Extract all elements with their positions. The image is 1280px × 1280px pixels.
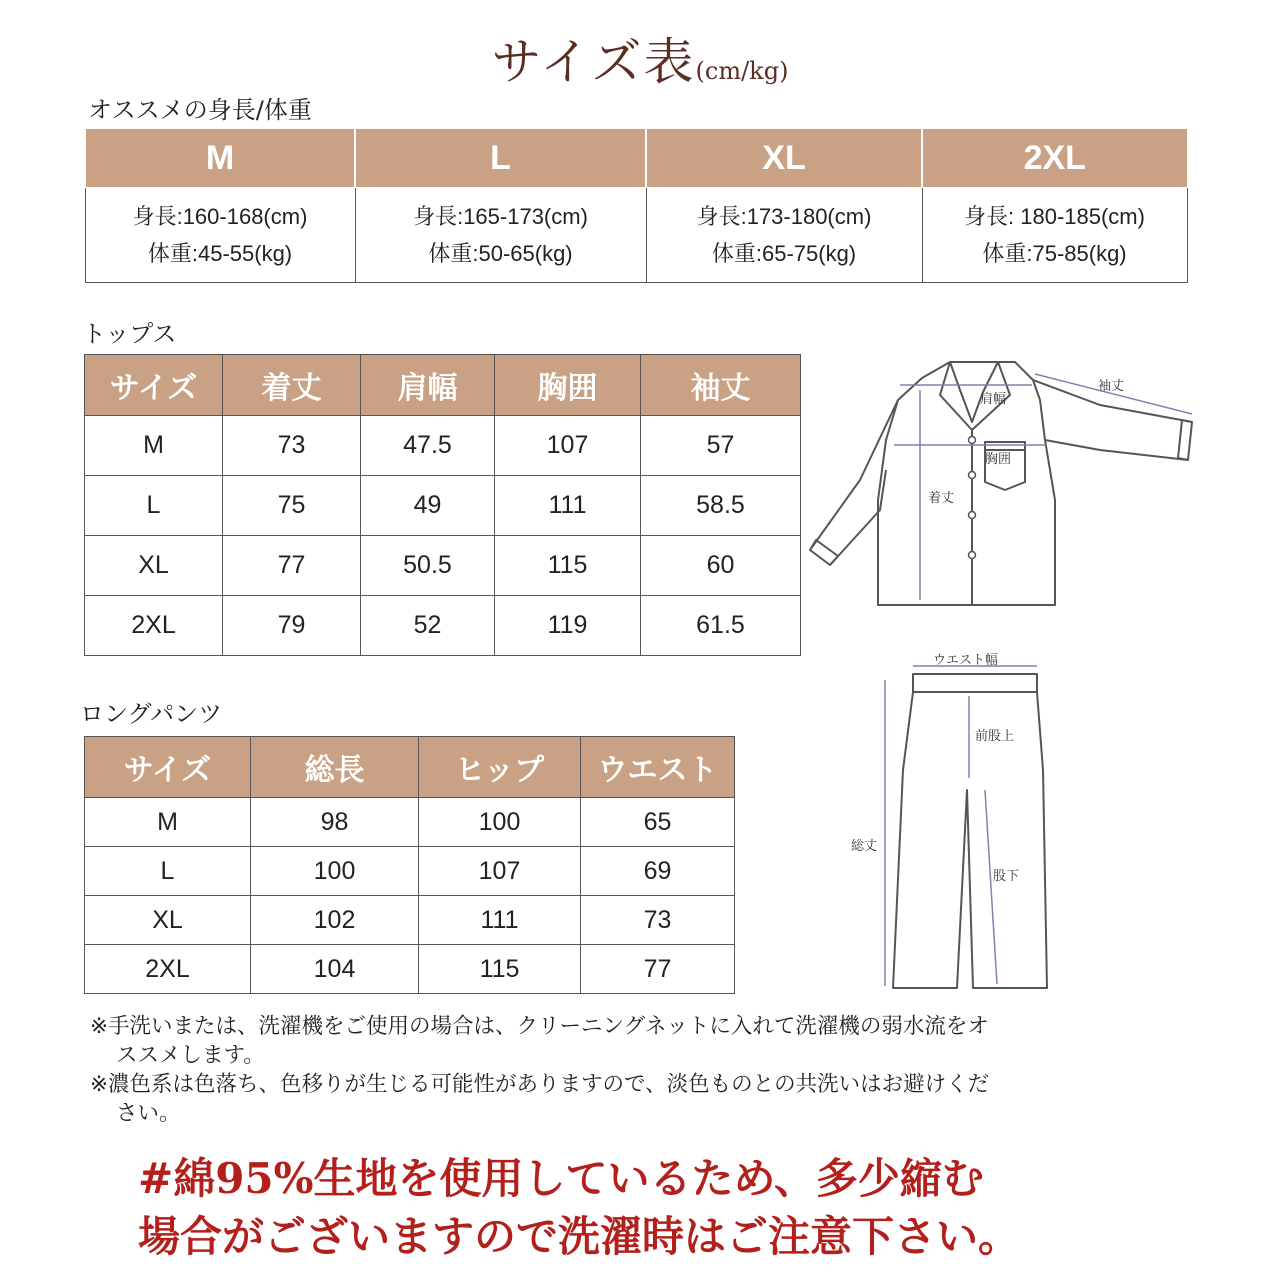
table-cell: 102 xyxy=(251,896,419,945)
weight-range: 体重:65-75(kg) xyxy=(711,241,857,266)
table-row xyxy=(85,798,735,847)
weight-range: 体重:45-55(kg) xyxy=(147,241,293,266)
recommended-cell-l xyxy=(355,188,646,283)
table-cell: 115 xyxy=(495,536,641,596)
table-cell: 65 xyxy=(581,798,735,847)
table-cell: 119 xyxy=(495,596,641,656)
table-cell: 61.5 xyxy=(641,596,801,656)
tops-header-length: 着丈 xyxy=(223,355,361,416)
table-cell: 52 xyxy=(361,596,495,656)
tops-header-sleeve: 袖丈 xyxy=(641,355,801,416)
table-cell: L xyxy=(85,847,251,896)
note-2: ※濃色系は色落ち、色移りが生じる可能性がありますので、淡色ものとの共洗いはお避けくだ xyxy=(90,1072,990,1097)
note-1-continued: ススメします。 xyxy=(116,1043,265,1068)
body-length-label: 着丈 xyxy=(928,491,955,506)
warning-line-2: 場合がございますので洗濯時はご注意下さい。 xyxy=(138,1212,1021,1261)
table-cell: 111 xyxy=(419,896,581,945)
table-cell: XL xyxy=(85,536,223,596)
table-cell: 115 xyxy=(419,945,581,994)
shoulder-width-label: 肩幅 xyxy=(980,392,1007,407)
table-cell: XL xyxy=(85,896,251,945)
recommended-cell-xl xyxy=(646,188,922,283)
table-cell: 100 xyxy=(251,847,419,896)
table-cell: 77 xyxy=(223,536,361,596)
table-cell: 73 xyxy=(223,416,361,476)
tops-table xyxy=(84,354,801,656)
pants-section-label: ロングパンツ xyxy=(80,700,223,728)
size-header-xl: XL xyxy=(646,129,922,188)
size-header-l: L xyxy=(355,129,646,188)
table-cell: 47.5 xyxy=(361,416,495,476)
tops-header-size: サイズ xyxy=(85,355,223,416)
size-header-m: M xyxy=(85,129,355,188)
table-row xyxy=(85,896,735,945)
weight-range: 体重:75-85(kg) xyxy=(982,241,1127,266)
recommended-table xyxy=(84,128,1188,283)
sleeve-length-label: 袖丈 xyxy=(1098,379,1125,394)
chest-label: 胸囲 xyxy=(985,452,1012,467)
table-cell: 73 xyxy=(581,896,735,945)
pants-table xyxy=(84,736,735,994)
table-row xyxy=(85,536,801,596)
table-cell: 107 xyxy=(495,416,641,476)
table-cell: 107 xyxy=(419,847,581,896)
shirt-diagram xyxy=(800,350,1210,620)
table-cell: 69 xyxy=(581,847,735,896)
waist-width-label: ウエスト幅 xyxy=(933,653,999,668)
table-cell: 98 xyxy=(251,798,419,847)
table-cell: 100 xyxy=(419,798,581,847)
front-rise-label: 前股上 xyxy=(975,729,1015,744)
height-range: 身長:173-180(cm) xyxy=(696,204,872,229)
warning-line-1: #綿95%生地を使用しているため、多少縮む xyxy=(138,1154,984,1203)
recommended-section-label: オススメの身長/体重 xyxy=(88,96,312,124)
pants-header-size: サイズ xyxy=(85,737,251,798)
table-row xyxy=(85,945,735,994)
table-cell: 75 xyxy=(223,476,361,536)
table-cell: 2XL xyxy=(85,945,251,994)
table-cell: 79 xyxy=(223,596,361,656)
table-cell: L xyxy=(85,476,223,536)
table-row xyxy=(85,416,801,476)
table-cell: 77 xyxy=(581,945,735,994)
shrinkage-warning xyxy=(138,1150,1020,1266)
note-2-continued: さい。 xyxy=(116,1101,181,1126)
title-unit: (cm/kg) xyxy=(695,57,789,85)
recommended-cell-m xyxy=(85,188,355,283)
tops-header-shoulder: 肩幅 xyxy=(361,355,495,416)
table-cell: M xyxy=(85,798,251,847)
table-row xyxy=(85,847,735,896)
table-cell: 104 xyxy=(251,945,419,994)
page-title xyxy=(0,22,1280,94)
size-header-2xl: 2XL xyxy=(922,129,1187,188)
table-cell: 57 xyxy=(641,416,801,476)
height-range: 身長: 180-185(cm) xyxy=(964,204,1145,229)
total-length-label: 総丈 xyxy=(851,839,878,854)
table-row xyxy=(85,596,801,656)
table-cell: 2XL xyxy=(85,596,223,656)
pants-diagram xyxy=(845,650,1075,1000)
table-cell: M xyxy=(85,416,223,476)
table-cell: 50.5 xyxy=(361,536,495,596)
table-cell: 111 xyxy=(495,476,641,536)
pants-header-waist: ウエスト xyxy=(581,737,735,798)
title-main: サイズ表 xyxy=(491,33,696,91)
table-row xyxy=(85,476,801,536)
note-1: ※手洗いまたは、洗濯機をご使用の場合は、クリーニングネットに入れて洗濯機の弱水流をオ xyxy=(90,1014,989,1039)
tops-section-label: トップス xyxy=(82,320,177,348)
tops-header-chest: 胸囲 xyxy=(495,355,641,416)
height-range: 身長:165-173(cm) xyxy=(413,204,588,229)
weight-range: 体重:50-65(kg) xyxy=(428,241,573,266)
recommended-cell-2xl xyxy=(922,188,1187,283)
pants-header-hip: ヒップ xyxy=(419,737,581,798)
table-cell: 58.5 xyxy=(641,476,801,536)
inseam-label: 股下 xyxy=(993,869,1020,884)
pants-header-total-length: 総長 xyxy=(251,737,419,798)
table-cell: 49 xyxy=(361,476,495,536)
care-notes xyxy=(90,1012,989,1128)
table-cell: 60 xyxy=(641,536,801,596)
height-range: 身長:160-168(cm) xyxy=(132,204,308,229)
